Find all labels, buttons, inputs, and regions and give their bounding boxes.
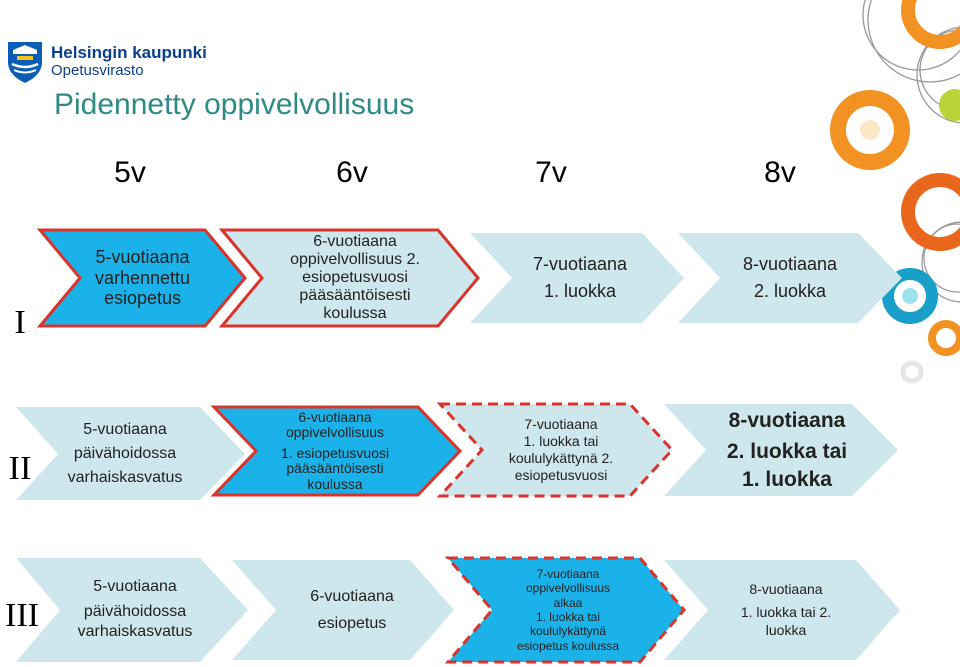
step-text-row2-6v: 6-vuotiaana oppivelvollisuus 1. esiopetusvuosi pääsääntöisesti koulussa	[280, 409, 390, 492]
step-text-row3-7v: 7-vuotiaana oppivelvollisuus alkaa 1. luokka tai koululykättynä esiopetus koulussa	[516, 566, 620, 653]
step-text-row3-6v: 6-vuotiaana esiopetus	[310, 587, 394, 632]
step-text-row2-7v: 7-vuotiaana 1. luokka tai koululykättynä 2. esiopetusvuosi	[508, 416, 614, 483]
step-text-row2-8v: 8-vuotiaana 2. luokka tai 1. luokka	[726, 409, 848, 491]
year-label-8v: 8v	[764, 156, 796, 189]
step-text-row1-5v: 5-vuotiaana varhennettu esiopetus	[94, 246, 191, 309]
row-label-II: II	[8, 450, 32, 487]
step-text-row1-8v: 8-vuotiaana 2. luokka	[742, 254, 838, 301]
year-label-5v: 5v	[114, 156, 146, 189]
step-text-row3-8v: 8-vuotiaana 1. luokka tai 2. luokka	[740, 580, 832, 638]
year-label-7v: 7v	[535, 156, 567, 189]
year-label-6v: 6v	[336, 156, 368, 189]
row-label-III: III	[5, 597, 39, 634]
logo-department-name: Opetusvirasto	[51, 62, 144, 79]
logo-city-name: Helsingin kaupunki	[51, 43, 207, 62]
step-text-row3-5v: 5-vuotiaana päivähoidossa varhaiskasvatus	[77, 577, 193, 641]
step-text-row1-6v: 6-vuotiaana oppivelvollisuus 2. esiopetusvuosi pääsääntöisesti koulussa	[290, 233, 420, 322]
row-label-I: I	[14, 304, 26, 341]
step-text-row2-5v: 5-vuotiaana päivähoidossa varhaiskasvatus	[67, 421, 183, 486]
page-title: Pidennetty oppivelvollisuus	[54, 88, 415, 121]
step-text-row1-7v: 7-vuotiaana 1. luokka	[532, 254, 628, 301]
